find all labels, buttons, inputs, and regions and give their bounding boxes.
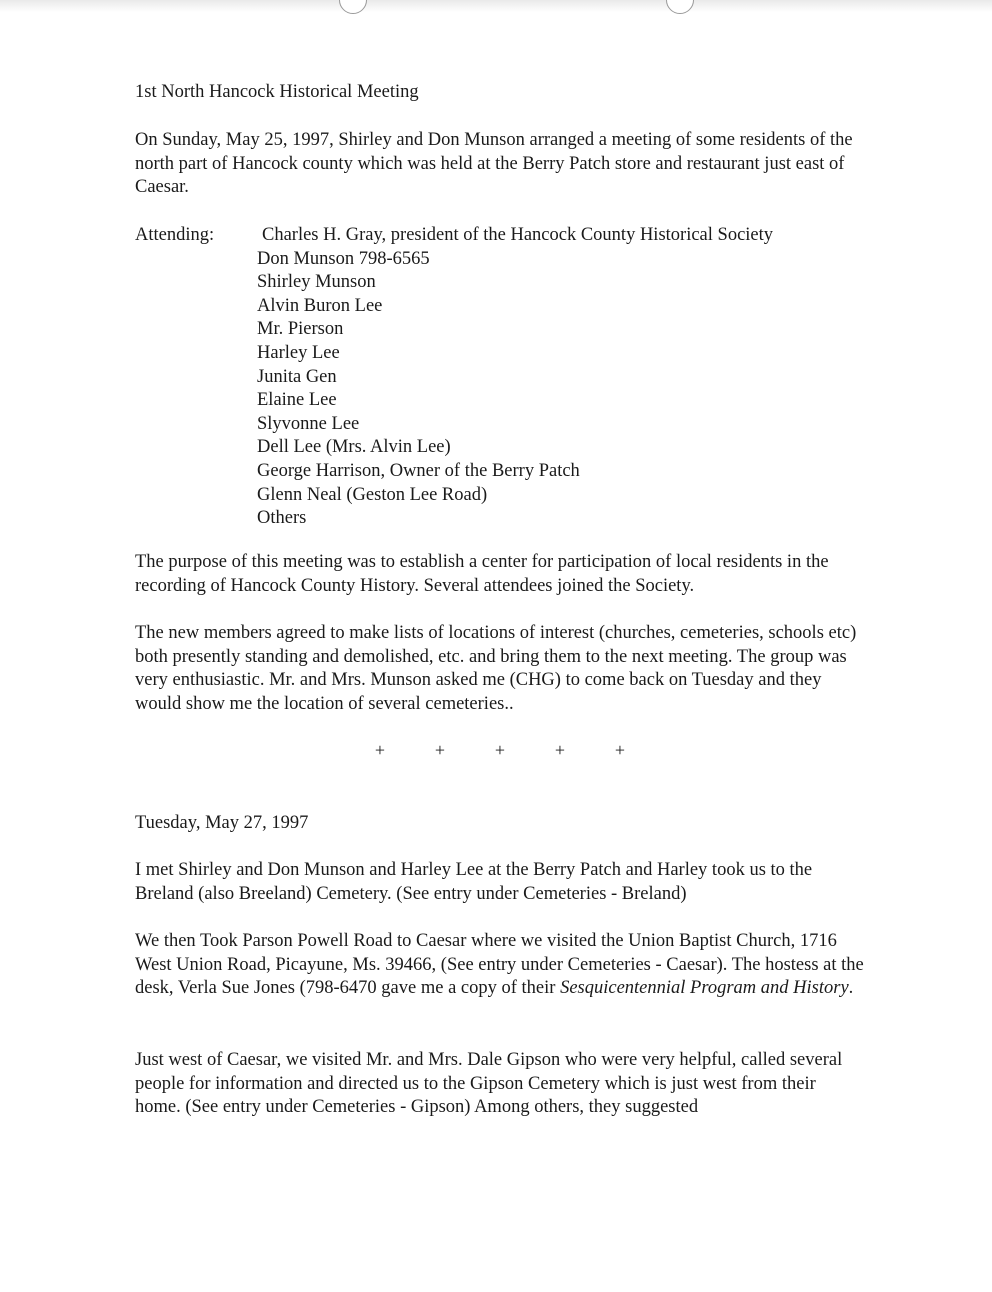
church-paragraph-text: We then Took Parson Powell Road to Caesar where we visited the Union Baptist Church, 1716 West Union Road, Picayune, Ms. 39466, (See entry under Cemeteries - Caesar). The hostess at the desk, Verla Sue Jones (798-6470 gave me a copy of their: [135, 931, 864, 998]
attendee-item: Elaine Lee: [257, 390, 337, 411]
separator-plus: +: [374, 740, 386, 760]
attendee-item: Alvin Buron Lee: [257, 295, 383, 316]
church-paragraph-end: .: [848, 978, 854, 998]
attendee-item: Shirley Munson: [257, 272, 376, 293]
separator-plus: +: [554, 740, 566, 760]
intro-paragraph: On Sunday, May 25, 1997, Shirley and Don Munson arranged a meeting of some residents of the north part of Hancock county which was held at the Berry Patch store and restaurant just east of Caesar.: [135, 130, 853, 197]
attendee-item: Slyvonne Lee: [257, 413, 360, 434]
new-members-paragraph: The new members agreed to make lists of locations of interest (churches, cemeteries, schools etc) both presently standing and demolished, etc. and bring them to the next meeting. The group was very enthusiastic. Mr. and Mrs. Munson asked me (CHG) to come back on Tuesday and they would show me the location of several cemeteries..: [135, 623, 857, 714]
attendee-item: Mr. Pierson: [257, 319, 344, 340]
page-title: 1st North Hancock Historical Meeting: [135, 82, 419, 102]
attendee-item: Harley Lee: [257, 342, 340, 363]
attendee-item: Others: [257, 508, 307, 529]
attendee-item: Glenn Neal (Geston Lee Road): [257, 484, 488, 505]
second-date-heading: Tuesday, May 27, 1997: [135, 813, 309, 833]
purpose-paragraph: The purpose of this meeting was to establish a center for participation of local residents in the recording of Hancock County History. Several attendees joined the Society.: [135, 552, 829, 596]
attendee-item: Charles H. Gray, president of the Hancock County Historical Society: [262, 225, 774, 245]
attendee-item: Dell Lee (Mrs. Alvin Lee): [257, 437, 451, 458]
breland-paragraph: I met Shirley and Don Munson and Harley Lee at the Berry Patch and Harley took us to the Breland (also Breeland) Cemetery. (See entry under Cemeteries - Breland): [135, 860, 813, 904]
attendee-list: [257, 224, 773, 531]
program-title: Sesquicentennial Program and History: [560, 978, 849, 998]
separator-plus: +: [494, 740, 506, 760]
attending-label: Attending:: [135, 225, 215, 245]
gipson-paragraph: Just west of Caesar, we visited Mr. and Mrs. Dale Gipson who were very helpful, called several people for information and directed us to the Gipson Cemetery which is just west from their home. (See entry under Cemeteries - Gipson) Among others, they suggested: [135, 1050, 843, 1117]
attendee-item: Don Munson 798-6565: [257, 248, 430, 269]
attendee-item: George Harrison, Owner of the Berry Patch: [257, 460, 580, 481]
separator-plus: +: [434, 740, 446, 760]
attendee-item: Junita Gen: [257, 366, 337, 387]
separator-plus: +: [614, 740, 626, 760]
church-paragraph: [135, 930, 865, 1001]
scan-top-edge: [0, 0, 992, 12]
